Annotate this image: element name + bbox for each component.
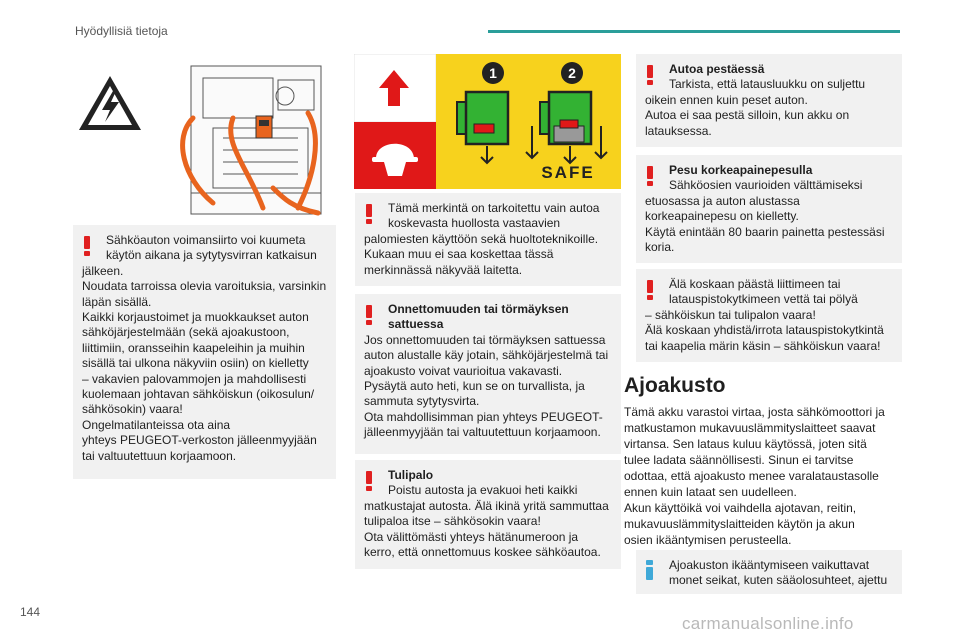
warning-box-pressure-washer: Pesu korkeapainepesulla Sähköosien vaurioiden välttämiseksi etuosassa ja auton alustassa korkeapainepesu on kielletty. Käytä enintään 80 baarin painetta pestessäsi koria. (636, 155, 902, 263)
high-voltage-illustration (73, 58, 335, 220)
safe-procedure-figure (354, 54, 621, 189)
warning-box-high-voltage: Sähköauton voimansiirto voi kuumeta käytön aikana ja sytytysvirran katkaisun jälkeen. Noudata tarroissa olevia varoituksia, varsinkin läpän sisällä. Kaikki korjaustoimet ja muokkaukset auton sähköjärjestelmään (sekä ajoakustoon, liittimiin, oransseihin kaapeleihin ja muihin sisällä tai ulkona näkyviin osiin) on kielletty – vakavien palovammojen ja mahdollisesti kuolemaan johtavan sähköiskun (oikosulun/ sähkösokin) vaara! Ongelmatilanteissa ota aina yhteys PEUGEOT-verkoston jälleenmyyjään tai valtuutettuun korjaamoon. (73, 225, 336, 479)
info-icon (646, 560, 653, 580)
header-rule (488, 30, 900, 33)
warning-icon (84, 236, 90, 256)
watermark: carmanualsonline.info (682, 614, 854, 633)
warning-box-firefighter-label: Tämä merkintä on tarkoitettu vain autoa koskevasta huollosta vastaavien palomiesten käyttöön sekä huoltoteknikoille. Kukaan muu ei saa koskettaa tässä merkinnässä näkyvää laitetta. (355, 193, 621, 286)
warning-icon (366, 305, 372, 325)
warning-icon (366, 204, 372, 224)
warning-box-accident: Onnettomuuden tai törmäyksen sattuessa Jos onnettomuuden tai törmäyksen sattuessa auton alustalle käy jotain, sähköjärjestelmä tai ajoakusto voivat vaurioitua vakavasti. Pysäytä auto heti, kun se on turvallista, ja sammuta sytytysvirta. Ota mahdollisimman pian yhteys PEUGEOT- jälleenmyyjään tai valtuutettuun korjaamoon. (355, 294, 621, 454)
connector (256, 116, 272, 138)
section-heading: Ajoakusto (624, 374, 726, 397)
step-badge-1-label: 1 (489, 65, 497, 81)
warning-icon (647, 280, 653, 300)
page-number: 144 (20, 605, 41, 619)
info-box-battery-aging: Ajoakuston ikääntymiseen vaikuttavat monet seikat, kuten sääolosuhteet, ajettu (636, 550, 902, 594)
warning-icon (366, 471, 372, 491)
high-voltage-warning-icon (79, 76, 141, 130)
warning-icon (647, 166, 653, 186)
running-header: Hyödyllisiä tietoja (75, 24, 168, 38)
safe-label: SAFE (541, 163, 595, 182)
step-badge-2-label: 2 (568, 65, 576, 81)
warning-icon (647, 65, 653, 85)
warning-box-washing: Autoa pestäessä Tarkista, että latausluukku on suljettu oikein ennen kuin peset auton. Autoa ei saa pestä silloin, kun akku on latauksessa. (636, 54, 902, 147)
warning-box-connector-water: Älä koskaan päästä liittimeen tai latauspistokytkimeen vettä tai pölyä – sähköiskun tai tulipalon vaara! Älä koskaan yhdistä/irrota latauspistokytkintä tai kaapelia märin käsin – sähköiskun vaara! (636, 269, 902, 362)
section-body: Tämä akku varastoi virtaa, josta sähkömoottori ja matkustamon mukavuuslämmityslaitteet saavat virtansa. Sen lataus kuluu käytössä, joten sitä tulee ladata säännöllisesti. Sinun ei tarvitse odottaa, että ajoakusto menee varalataustasolle ennen kuin lataat sen uudelleen. Akun käyttöikä voi vaihdella ajotavan, reitin, mukavuuslämmityslaitteiden käytön ja akun osien ikääntymisen perusteella. (624, 405, 885, 547)
warning-box-fire: Tulipalo Poistu autosta ja evakuoi heti kaikki matkustajat autosta. Älä ikinä yritä sammuttaa tulipaloa itse – sähkösokin vaara! Ota välittömästi yhteys hätänumeroon ja kerro, että onnettomuus koskee sähköautoa. (355, 460, 621, 569)
